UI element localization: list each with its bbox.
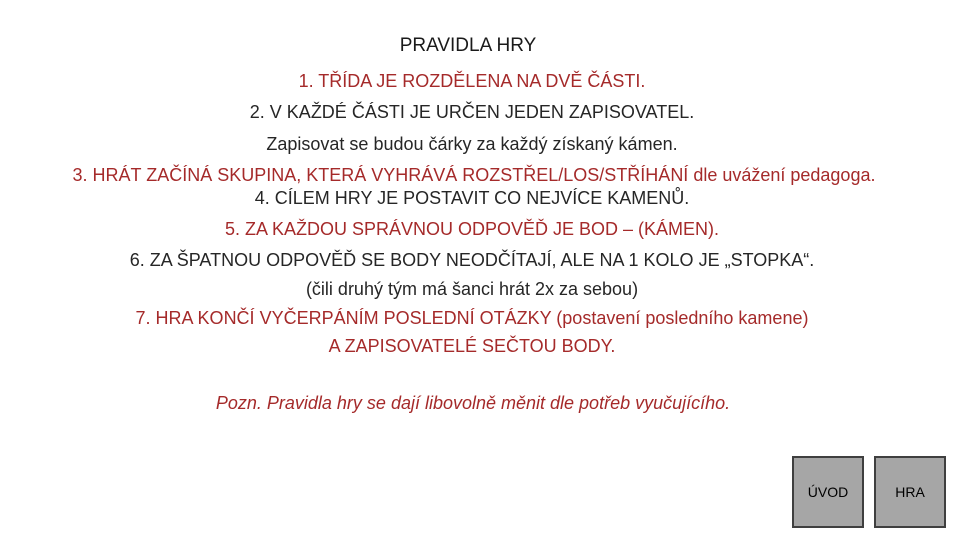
- rule-2-detail: Zapisovat se budou čárky za každý získaný kámen.: [266, 134, 678, 154]
- slide-title: PRAVIDLA HRY: [399, 35, 537, 56]
- rule-7-detail: A ZAPISOVATELÉ SEČTOU BODY.: [328, 336, 616, 356]
- rule-1: 1. TŘÍDA JE ROZDĚLENA NA DVĚ ČÁSTI.: [298, 71, 646, 91]
- rule-5: 5. ZA KAŽDOU SPRÁVNOU ODPOVĚĎ JE BOD – (KÁMEN).: [224, 219, 720, 239]
- rule-3: 3. HRÁT ZAČÍNÁ SKUPINA, KTERÁ VYHRÁVÁ ROZSTŘEL/LOS/STŘÍHÁNÍ dle uvážení pedagoga.: [72, 165, 876, 185]
- intro-button[interactable]: [792, 456, 864, 528]
- rule-2: 2. V KAŽDÉ ČÁSTI JE URČEN JEDEN ZAPISOVATEL.: [249, 102, 695, 122]
- game-button[interactable]: [874, 456, 946, 528]
- rule-7: 7. HRA KONČÍ VYČERPÁNÍM POSLEDNÍ OTÁZKY (postavení posledního kamene): [135, 308, 809, 328]
- rule-6: 6. ZA ŠPATNOU ODPOVĚĎ SE BODY NEODČÍTAJÍ, ALE NA 1 KOLO JE „STOPKA“.: [129, 250, 815, 270]
- game-button-label: HRA: [895, 484, 925, 500]
- note-text: Pozn. Pravidla hry se dají libovolně měnit dle potřeb vyučujícího.: [215, 393, 731, 413]
- rule-6-detail: (čili druhý tým má šanci hrát 2x za sebou): [305, 279, 639, 299]
- intro-button-label: ÚVOD: [807, 484, 849, 500]
- rule-4: 4. CÍLEM HRY JE POSTAVIT CO NEJVÍCE KAMENŮ.: [254, 188, 690, 208]
